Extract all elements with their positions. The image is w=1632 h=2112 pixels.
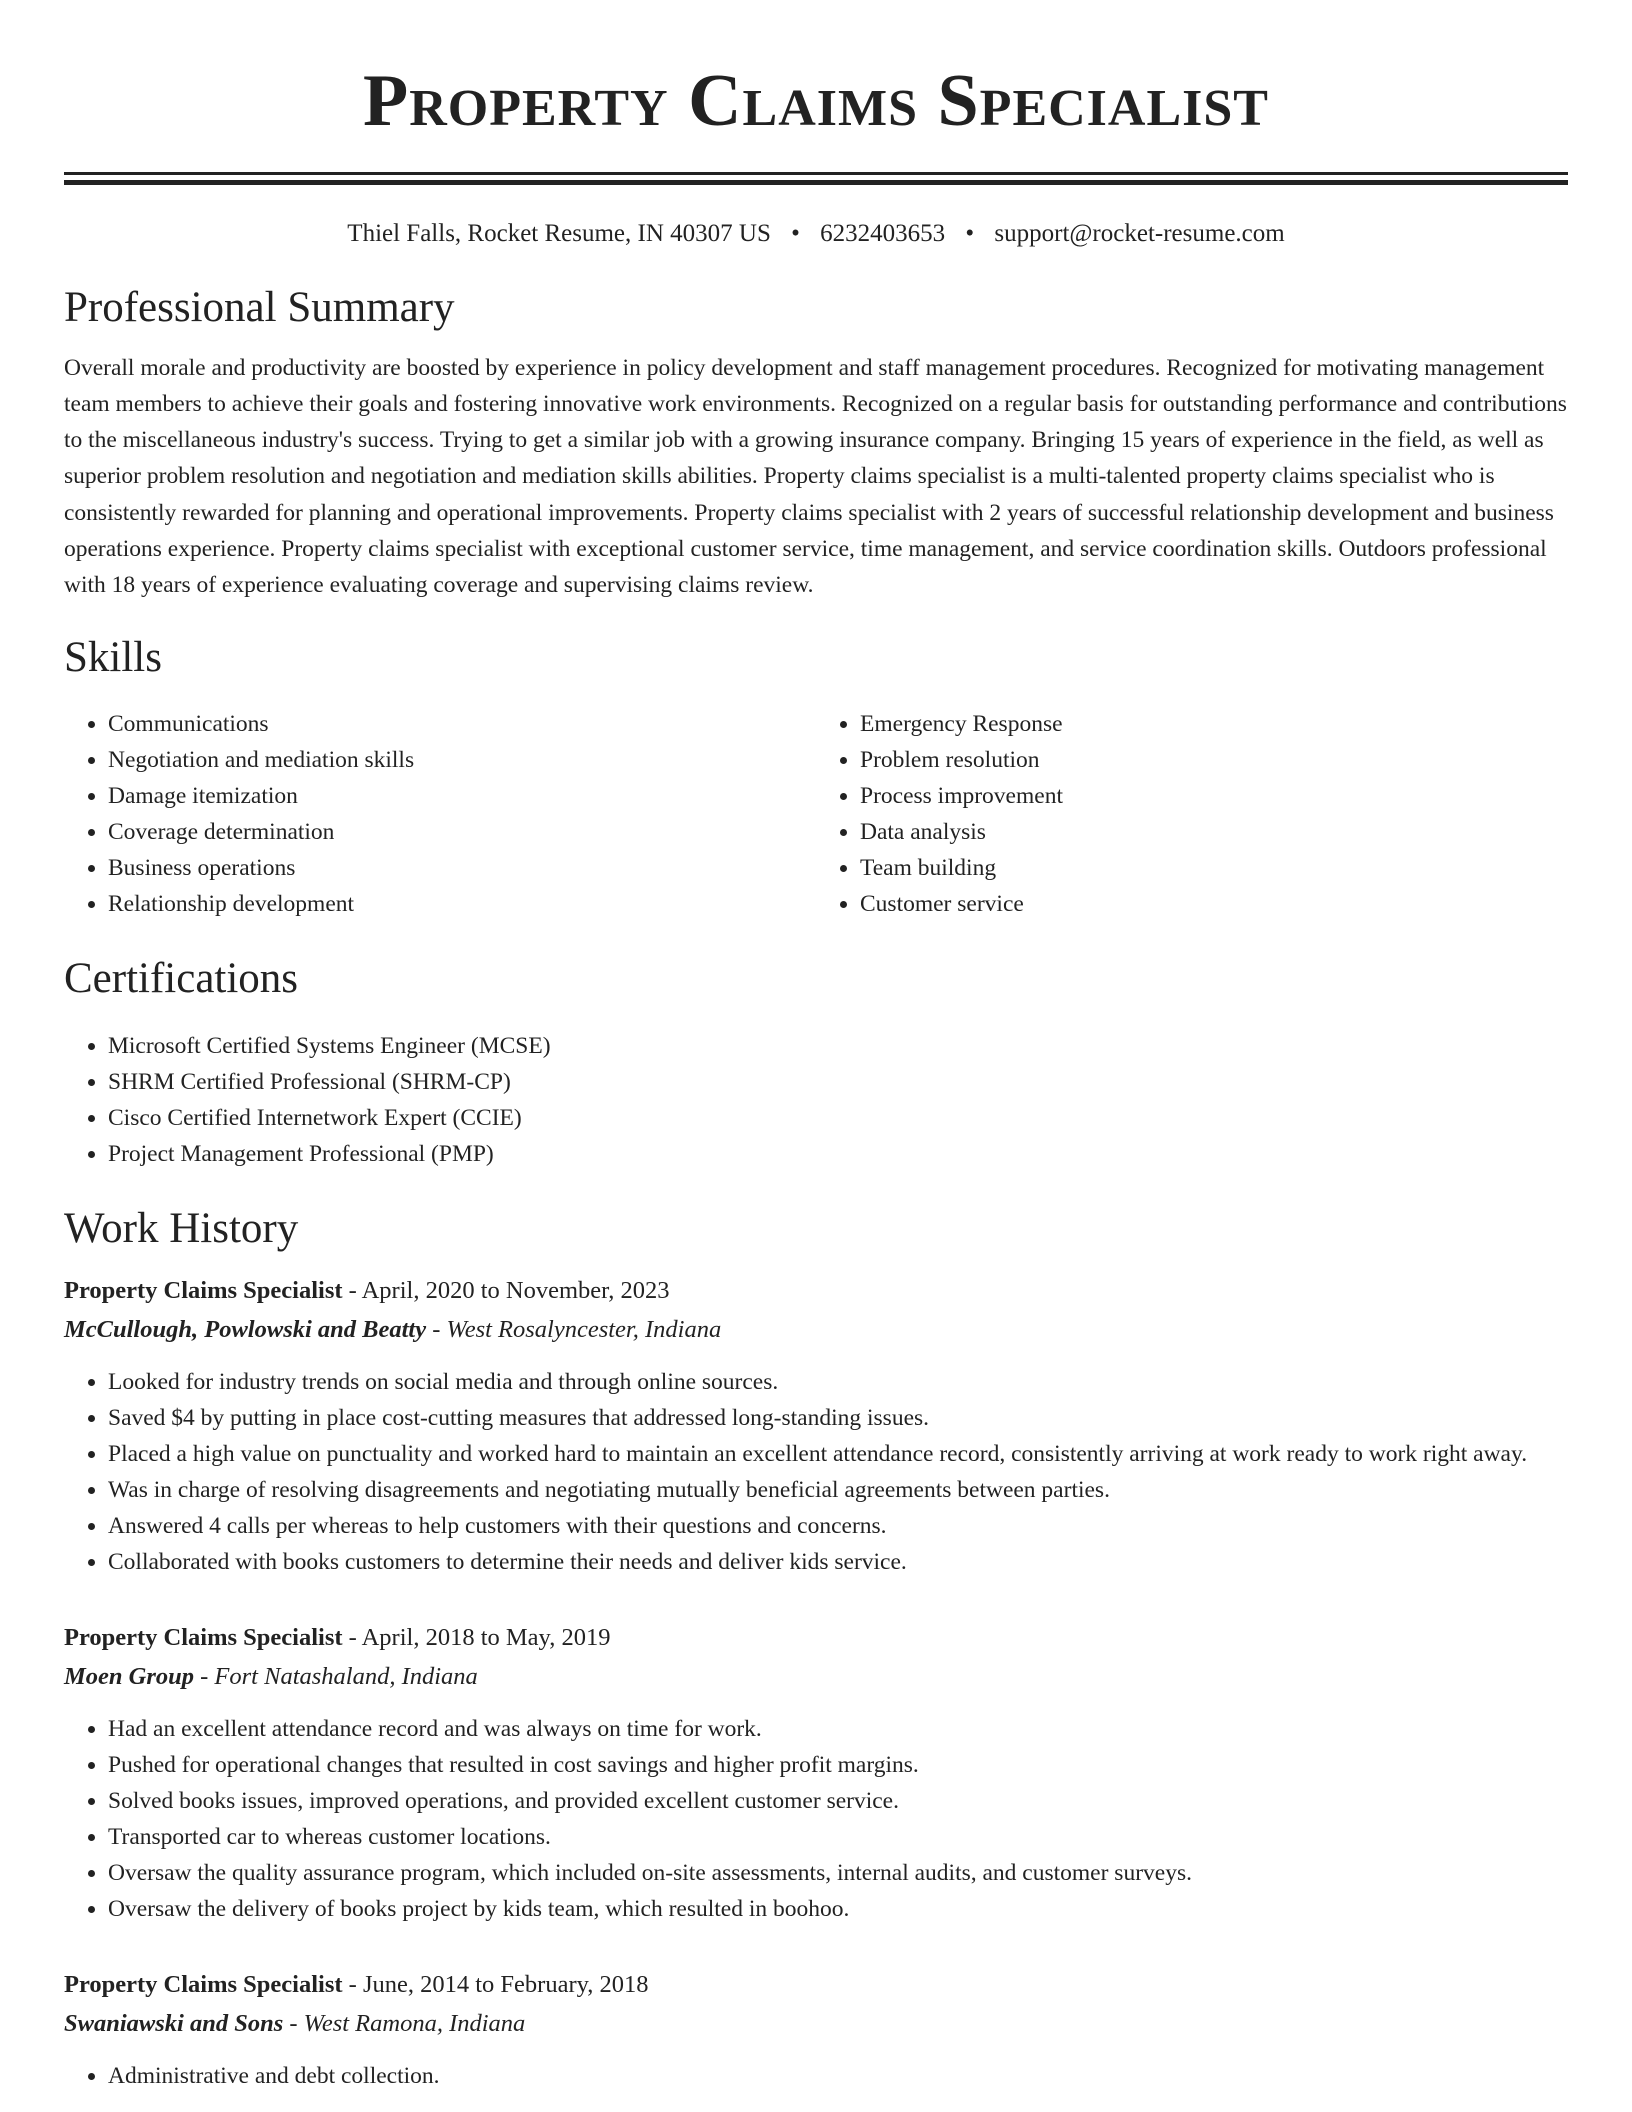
skill-item: • Customer service (860, 886, 1568, 922)
section-title-skills: Skills (64, 633, 162, 681)
contact-phone: 6232403653 (820, 220, 946, 247)
skill-item: • Emergency Response (860, 706, 1568, 742)
duty-item: • Pushed for operational changes that resulted in cost savings and higher profit margins. (108, 1747, 1568, 1783)
contact-email: support@rocket-resume.com (994, 220, 1285, 247)
duty-item: • Saved $4 by putting in place cost-cutting measures that addressed long-standing issues. (108, 1400, 1568, 1436)
job-title-line (64, 1965, 1568, 2004)
header-divider-top (64, 172, 1568, 175)
job-duties (64, 1364, 1568, 1580)
skills-list (64, 706, 1568, 922)
job-dates: - April, 2020 to November, 2023 (342, 1277, 670, 1305)
job-location: - West Ramona, Indiana (283, 2010, 526, 2038)
certification-item: • Cisco Certified Internetwork Expert (CCIE) (108, 1100, 1568, 1136)
duty-item: • Oversaw the quality assurance program, which included on-site assessments, internal audits, and customer surveys. (108, 1855, 1568, 1891)
resume-page (64, 0, 1568, 2094)
duty-item: • Collaborated with books customers to determine their needs and deliver kids service. (108, 1544, 1568, 1580)
job-company-line (64, 1310, 1568, 1349)
job-duties (64, 2058, 1568, 2094)
job-title-line (64, 1618, 1568, 1657)
certifications-list (64, 1028, 1568, 1172)
job-title-line (64, 1271, 1568, 1310)
skill-item: • Communications (108, 706, 816, 742)
job-entry (64, 1618, 1568, 1927)
job-title: Property Claims Specialist (64, 1277, 343, 1305)
resume-title: Property Claims Specialist (363, 60, 1269, 142)
job-title: Property Claims Specialist (64, 1624, 343, 1652)
duty-item: • Was in charge of resolving disagreements and negotiating mutually beneficial agreements between parties. (108, 1472, 1568, 1508)
contact-separator: • (791, 220, 800, 247)
job-location: - Fort Natashaland, Indiana (194, 1663, 478, 1691)
section-title-certifications: Certifications (64, 955, 299, 1003)
section-title-work-history: Work History (64, 1204, 299, 1252)
duty-item: • Looked for industry trends on social media and through online sources. (108, 1364, 1568, 1400)
skill-item: • Process improvement (860, 778, 1568, 814)
job-location: - West Rosalyncester, Indiana (426, 1316, 722, 1344)
summary-text: Overall morale and productivity are boosted by experience in policy development and staff management procedures. Recognized for motivating management team members to achieve their goals and fostering innovative work environments. Recognized on a regular basis for outstanding performance and contributions to the miscellaneous industry's success. Trying to get a similar job with a growing insurance company. Bringing 15 years of experience in the field, as well as superior problem resolution and negotiation and mediation skills abilities. Property claims specialist is a multi-talented property claims specialist who is consistently rewarded for planning and operational improvements. Property claims specialist with 2 years of successful relationship development and business operations experience. Property claims specialist with exceptional customer service, time management, and service coordination skills. Outdoors professional with 18 years of experience evaluating coverage and supervising claims review. (64, 354, 1567, 599)
skill-item: • Relationship development (108, 886, 816, 922)
duty-item: • Had an excellent attendance record and was always on time for work. (108, 1711, 1568, 1747)
job-entry (64, 1965, 1568, 2094)
duty-item: • Administrative and debt collection. (108, 2058, 1568, 2094)
skill-item: • Business operations (108, 850, 816, 886)
job-entry (64, 1271, 1568, 1580)
header-divider-bottom (64, 180, 1568, 185)
job-company: Swaniawski and Sons (64, 2010, 284, 2038)
duty-item: • Solved books issues, improved operations, and provided excellent customer service. (108, 1783, 1568, 1819)
certification-item: • Microsoft Certified Systems Engineer (MCSE) (108, 1028, 1568, 1064)
contact-separator: • (965, 220, 975, 247)
duty-item: • Oversaw the delivery of books project by kids team, which resulted in boohoo. (108, 1891, 1568, 1927)
job-company: McCullough, Powlowski and Beatty (64, 1316, 427, 1344)
skill-item: • Team building (860, 850, 1568, 886)
contact-line (64, 219, 1568, 249)
job-company-line (64, 1657, 1568, 1696)
skill-item: • Data analysis (860, 814, 1568, 850)
section-title-summary: Professional Summary (64, 284, 455, 331)
job-company: Moen Group (64, 1663, 195, 1691)
skill-item: • Negotiation and mediation skills (108, 742, 816, 778)
duty-item: • Transported car to whereas customer locations. (108, 1819, 1568, 1855)
job-dates: - June, 2014 to February, 2018 (342, 1971, 649, 1999)
job-title: Property Claims Specialist (64, 1971, 343, 1999)
duty-item: • Placed a high value on punctuality and worked hard to maintain an excellent attendance record, consistently arriving at work ready to work right away. (108, 1436, 1568, 1472)
job-duties (64, 1711, 1568, 1927)
skills-column-left (64, 706, 816, 922)
duty-item: • Answered 4 calls per whereas to help customers with their questions and concerns. (108, 1508, 1568, 1544)
contact-address: Thiel Falls, Rocket Resume, IN 40307 US (347, 220, 771, 247)
skill-item: • Damage itemization (108, 778, 816, 814)
skill-item: • Problem resolution (860, 742, 1568, 778)
job-company-line (64, 2004, 1568, 2043)
certification-item: • SHRM Certified Professional (SHRM-CP) (108, 1064, 1568, 1100)
skill-item: • Coverage determination (108, 814, 816, 850)
job-dates: - April, 2018 to May, 2019 (342, 1624, 611, 1652)
certification-item: • Project Management Professional (PMP) (108, 1136, 1568, 1172)
skills-column-right (816, 706, 1568, 922)
